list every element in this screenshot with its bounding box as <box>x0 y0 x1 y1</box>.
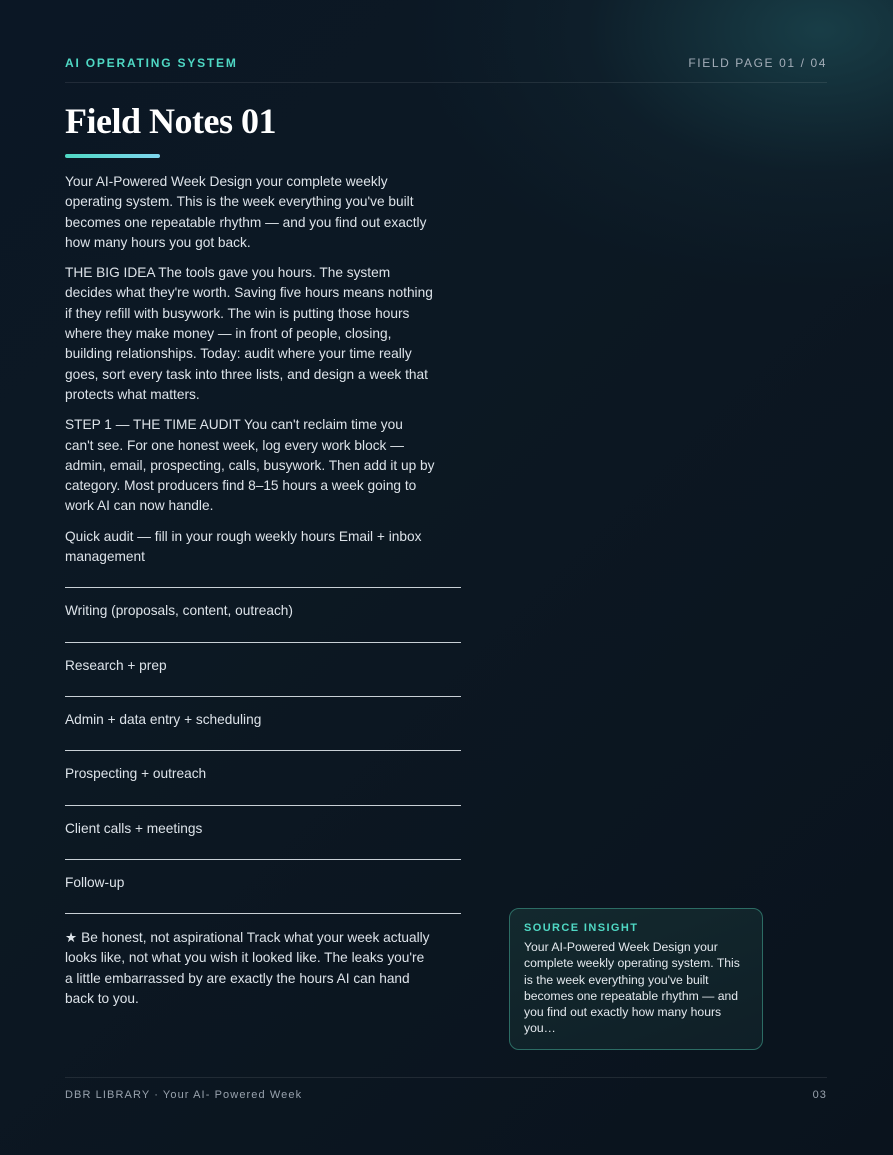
audit-item: Research + prep <box>65 643 461 697</box>
audit-fill-line[interactable] <box>65 893 461 914</box>
intro-paragraph: Your AI-Powered Week Design your complete weekly operating system. This is the week everything you've built becomes one repeatable rhythm — and you find out exactly how many hours you got back. <box>65 174 427 250</box>
page-number: 03 <box>812 1089 827 1101</box>
big-idea-paragraph: THE BIG IDEA The tools gave you hours. The system decides what they're worth. Saving five hours means nothing if they refill with busywork. The win is putting those hours where they make money — in front of people, closing, building relationships. Today: audit where your time really goes, sort every task into three lists, and design a week that protects what matters. <box>65 265 433 402</box>
audit-fill-line[interactable] <box>65 730 461 751</box>
audit-list <box>65 567 461 914</box>
audit-intro: Quick audit — fill in your rough weekly hours Email + inbox management <box>65 528 422 565</box>
page-footer <box>65 1077 827 1108</box>
audit-fill-line[interactable] <box>65 839 461 860</box>
audit-fill-line[interactable] <box>65 567 461 588</box>
insight-label: SOURCE INSIGHT <box>524 922 639 934</box>
brand-label: AI OPERATING SYSTEM <box>65 56 238 70</box>
audit-item: Writing (proposals, content, outreach) <box>65 588 461 642</box>
audit-item: Prospecting + outreach <box>65 751 461 805</box>
page-title: Field Notes 01 <box>65 101 276 141</box>
title-underline <box>65 154 160 158</box>
audit-fill-line[interactable] <box>65 785 461 806</box>
step1-paragraph: STEP 1 — THE TIME AUDIT You can't reclaim time you can't see. For one honest week, log every work block — admin, email, prospecting, calls, busywork. Then add it up by category. Most producers find 8–15 hours a week going to work AI can now handle. <box>65 417 435 514</box>
audit-item: Admin + data entry + scheduling <box>65 697 461 751</box>
audit-fill-line[interactable] <box>65 676 461 697</box>
footer-library-label: DBR LIBRARY · Your AI- Powered Week <box>65 1089 303 1101</box>
audit-item: Follow-up <box>65 860 461 914</box>
page-indicator: FIELD PAGE 01 / 04 <box>688 56 827 70</box>
honesty-tip: ★ Be honest, not aspirational Track what your week actually looks like, not what you wish it looked like. The leaks you're a little embarrassed by are exactly the hours AI can hand back to you. <box>65 930 430 1007</box>
audit-fill-line[interactable] <box>65 622 461 643</box>
source-insight-card <box>509 908 763 1050</box>
insight-text: Your AI-Powered Week Design your complete weekly operating system. This is the week everything you've built becomes one repeatable rhythm — and you find out exactly how many hours you… <box>524 940 740 1036</box>
audit-item: Client calls + meetings <box>65 806 461 860</box>
page-header <box>65 56 827 83</box>
main-content <box>65 172 435 1019</box>
